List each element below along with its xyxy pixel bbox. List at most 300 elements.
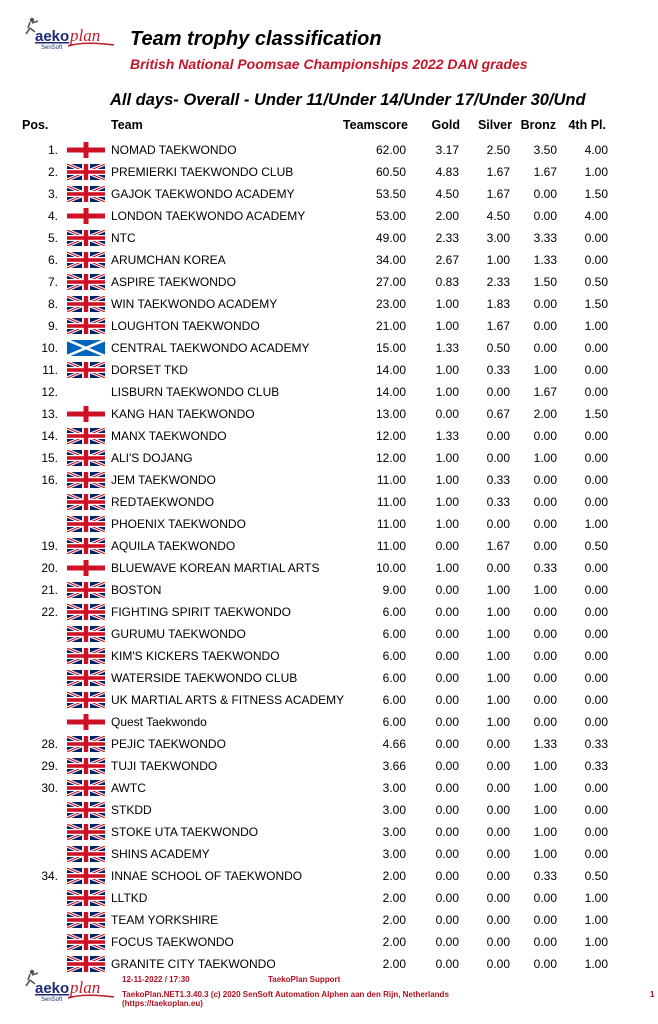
table-row [0,293,658,315]
uk-flag-icon [67,868,105,884]
bronz-cell: 0.00 [533,495,557,509]
team-name-cell: Quest Taekwondo [111,715,207,729]
bronz-cell: 1.67 [533,385,557,399]
silver-cell: 1.00 [486,649,510,663]
teamscore-cell: 6.00 [382,649,406,663]
fourth-place-cell: 0.00 [584,803,608,817]
table-row [0,249,658,271]
gold-cell: 1.00 [435,363,459,377]
gold-cell: 1.33 [435,341,459,355]
gold-cell: 0.00 [435,627,459,641]
fourth-place-cell: 0.00 [584,605,608,619]
bronz-cell: 1.00 [533,583,557,597]
team-name-cell: WATERSIDE TAEKWONDO CLUB [111,671,298,685]
fourth-place-cell: 1.00 [584,913,608,927]
teamscore-cell: 2.00 [382,891,406,905]
bronz-cell: 3.33 [533,231,557,245]
table-row [0,909,658,931]
position-cell: 5. [47,231,58,245]
bronz-cell: 3.50 [533,143,557,157]
gold-cell: 0.00 [435,847,459,861]
fourth-place-cell: 0.00 [584,715,608,729]
table-row [0,337,658,359]
silver-cell: 1.00 [486,583,510,597]
bronz-cell: 1.00 [533,847,557,861]
teamscore-cell: 23.00 [375,297,406,311]
teamscore-cell: 12.00 [375,451,406,465]
silver-cell: 1.00 [486,627,510,641]
gold-cell: 0.00 [435,539,459,553]
silver-cell: 3.00 [486,231,510,245]
uk-flag-icon [67,362,105,378]
col-header-4th: 4th Pl. [568,118,606,132]
uk-flag-icon [67,582,105,598]
silver-cell: 0.00 [486,913,510,927]
silver-cell: 1.83 [486,297,510,311]
table-row [0,711,658,733]
team-name-cell: TEAM YORKSHIRE [111,913,219,927]
uk-flag-icon [67,230,105,246]
team-name-cell: REDTAEKWONDO [111,495,215,509]
gold-cell: 0.00 [435,913,459,927]
bronz-cell: 0.00 [533,341,557,355]
gold-cell: 1.00 [435,473,459,487]
bronz-cell: 0.00 [533,319,557,333]
table-row [0,469,658,491]
fourth-place-cell: 0.50 [584,869,608,883]
table-row [0,205,658,227]
bronz-cell: 1.67 [533,165,557,179]
table-row [0,359,658,381]
silver-cell: 1.67 [486,187,510,201]
bronz-cell: 0.00 [533,187,557,201]
silver-cell: 0.00 [486,759,510,773]
england-flag-icon [67,714,105,730]
bronz-cell: 0.00 [533,715,557,729]
footer-support: TaekoPlan Support [268,975,341,984]
position-cell: 15. [41,451,58,465]
fourth-place-cell: 1.00 [584,957,608,971]
table-row [0,799,658,821]
position-cell: 8. [47,297,58,311]
gold-cell: 4.83 [435,165,459,179]
position-cell: 20. [41,561,58,575]
teamscore-cell: 4.66 [382,737,406,751]
table-row [0,931,658,953]
silver-cell: 0.00 [486,803,510,817]
england-flag-icon [67,142,105,158]
table-row [0,513,658,535]
silver-cell: 1.00 [486,253,510,267]
table-row [0,447,658,469]
position-cell: 9. [47,319,58,333]
fourth-place-cell: 0.33 [584,759,608,773]
bronz-cell: 0.00 [533,605,557,619]
uk-flag-icon [67,824,105,840]
bronz-cell: 1.00 [533,451,557,465]
uk-flag-icon [67,670,105,686]
team-name-cell: GRANITE CITY TAEKWONDO [111,957,276,971]
gold-cell: 1.33 [435,429,459,443]
uk-flag-icon [67,274,105,290]
teamscore-cell: 2.00 [382,957,406,971]
uk-flag-icon [67,758,105,774]
bronz-cell: 1.50 [533,275,557,289]
table-row [0,491,658,513]
silver-cell: 0.33 [486,473,510,487]
gold-cell: 0.00 [435,583,459,597]
fourth-place-cell: 0.50 [584,539,608,553]
silver-cell: 0.00 [486,517,510,531]
fourth-place-cell: 0.50 [584,275,608,289]
silver-cell: 1.00 [486,671,510,685]
teamscore-cell: 11.00 [376,539,406,553]
table-row [0,315,658,337]
table-row [0,843,658,865]
teamscore-cell: 6.00 [382,605,406,619]
gold-cell: 0.83 [435,275,459,289]
footer-url: (https://taekoplan.eu) [122,999,203,1008]
team-name-cell: BOSTON [111,583,162,597]
gold-cell: 2.67 [435,253,459,267]
silver-cell: 0.00 [486,737,510,751]
table-row [0,425,658,447]
position-cell: 16. [41,473,58,487]
position-cell: 14. [41,429,58,443]
position-cell: 28. [41,737,58,751]
fourth-place-cell: 1.50 [584,297,608,311]
uk-flag-icon [67,692,105,708]
position-cell: 22. [41,605,58,619]
uk-flag-icon [67,164,105,180]
teamscore-cell: 9.00 [382,583,406,597]
uk-flag-icon [67,428,105,444]
bronz-cell: 1.00 [533,825,557,839]
bronz-cell: 1.00 [533,781,557,795]
uk-flag-icon [67,538,105,554]
gold-cell: 1.00 [435,451,459,465]
team-name-cell: ASPIRE TAEKWONDO [111,275,236,289]
team-name-cell: STOKE UTA TAEKWONDO [111,825,259,839]
silver-cell: 0.33 [486,495,510,509]
table-row [0,601,658,623]
gold-cell: 2.00 [435,209,459,223]
gold-cell: 0.00 [435,781,459,795]
team-name-cell: LONDON TAEKWONDO ACADEMY [111,209,306,223]
gold-cell: 0.00 [435,715,459,729]
fourth-place-cell: 0.00 [584,693,608,707]
bronz-cell: 1.00 [533,363,557,377]
team-name-cell: KIM'S KICKERS TAEKWONDO [111,649,280,663]
fourth-place-cell: 0.00 [584,561,608,575]
team-name-cell: NOMAD TAEKWONDO [111,143,237,157]
fourth-place-cell: 4.00 [584,209,608,223]
svg-text:SenSoft: SenSoft [41,45,63,51]
uk-flag-icon [67,626,105,642]
silver-cell: 1.00 [486,715,510,729]
team-name-cell: TUJI TAEKWONDO [111,759,218,773]
fourth-place-cell: 0.00 [584,231,608,245]
teamscore-cell: 3.00 [382,803,406,817]
col-header-bronz: Bronz [520,118,556,132]
footer-copyright: TaekoPlan.NET1.3.40.3 (c) 2020 SenSoft Automation Alphen aan den Rijn, Netherlands [122,990,449,999]
fourth-place-cell: 1.00 [584,517,608,531]
teamscore-cell: 6.00 [382,627,406,641]
team-name-cell: STKDD [111,803,152,817]
bronz-cell: 0.00 [533,517,557,531]
gold-cell: 0.00 [435,693,459,707]
bronz-cell: 0.00 [533,209,557,223]
svg-text:plan: plan [70,978,101,997]
silver-cell: 0.00 [486,781,510,795]
team-name-cell: GAJOK TAEKWONDO ACADEMY [111,187,295,201]
bronz-cell: 0.00 [533,539,557,553]
fourth-place-cell: 0.00 [584,429,608,443]
bronz-cell: 0.33 [533,561,557,575]
silver-cell: 0.00 [486,957,510,971]
team-name-cell: PHOENIX TAEKWONDO [111,517,246,531]
table-row [0,777,658,799]
table-row [0,271,658,293]
silver-cell: 2.33 [486,275,510,289]
taekoplan-logo [24,14,118,54]
gold-cell: 4.50 [435,187,459,201]
bronz-cell: 0.00 [533,429,557,443]
position-cell: 1. [47,143,58,157]
bronz-cell: 1.33 [533,253,557,267]
taekoplan-logo-footer [24,966,118,1006]
bronz-cell: 1.00 [533,759,557,773]
team-name-cell: MANX TAEKWONDO [111,429,227,443]
position-cell: 3. [47,187,58,201]
position-cell: 10. [41,341,58,355]
bronz-cell: 0.00 [533,649,557,663]
gold-cell: 0.00 [435,737,459,751]
uk-flag-icon [67,934,105,950]
teamscore-cell: 12.00 [375,429,406,443]
team-name-cell: GURUMU TAEKWONDO [111,627,246,641]
footer-page-number: 1 [650,990,655,999]
col-header-pos: Pos. [22,118,49,132]
silver-cell: 0.00 [486,847,510,861]
silver-cell: 2.50 [486,143,510,157]
team-name-cell: FOCUS TAEKWONDO [111,935,234,949]
teamscore-cell: 2.00 [382,869,406,883]
teamscore-cell: 53.00 [375,209,406,223]
teamscore-cell: 11.00 [376,473,406,487]
silver-cell: 1.67 [486,539,510,553]
bronz-cell: 0.33 [533,869,557,883]
teamscore-cell: 3.00 [382,825,406,839]
team-name-cell: ARUMCHAN KOREA [111,253,226,267]
teamscore-cell: 6.00 [382,671,406,685]
fourth-place-cell: 0.00 [584,363,608,377]
fourth-place-cell: 1.00 [584,891,608,905]
position-cell: 6. [47,253,58,267]
table-row [0,139,658,161]
team-name-cell: KANG HAN TAEKWONDO [111,407,255,421]
col-header-teamscore: Teamscore [342,118,408,132]
silver-cell: 4.50 [486,209,510,223]
team-name-cell: CENTRAL TAEKWONDO ACADEMY [111,341,310,355]
teamscore-cell: 6.00 [382,715,406,729]
bronz-cell: 0.00 [533,473,557,487]
team-name-cell: AWTC [111,781,146,795]
uk-flag-icon [67,912,105,928]
silver-cell: 0.00 [486,451,510,465]
fourth-place-cell: 0.33 [584,737,608,751]
team-name-cell: INNAE SCHOOL OF TAEKWONDO [111,869,303,883]
silver-cell: 0.50 [486,341,510,355]
fourth-place-cell: 0.00 [584,627,608,641]
table-row [0,755,658,777]
page-subtitle: British National Poomsae Championships 2022 DAN grades [130,56,528,72]
silver-cell: 1.00 [486,605,510,619]
gold-cell: 0.00 [435,671,459,685]
teamscore-cell: 21.00 [375,319,406,333]
table-row [0,381,658,403]
fourth-place-cell: 0.00 [584,473,608,487]
team-name-cell: ALI'S DOJANG [111,451,193,465]
silver-cell: 0.00 [486,429,510,443]
silver-cell: 0.00 [486,385,510,399]
silver-cell: 1.67 [486,165,510,179]
silver-cell: 0.00 [486,891,510,905]
bronz-cell: 0.00 [533,935,557,949]
page-title: Team trophy classification [130,28,382,50]
team-name-cell: BLUEWAVE KOREAN MARTIAL ARTS [111,561,320,575]
table-row [0,887,658,909]
bronz-cell: 0.00 [533,957,557,971]
team-name-cell: LISBURN TAEKWONDO CLUB [111,385,280,399]
teamscore-cell: 62.00 [375,143,406,157]
gold-cell: 0.00 [435,825,459,839]
silver-cell: 0.00 [486,825,510,839]
table-row [0,821,658,843]
bronz-cell: 0.00 [533,627,557,641]
uk-flag-icon [67,780,105,796]
fourth-place-cell: 0.00 [584,671,608,685]
teamscore-cell: 27.00 [375,275,406,289]
taekoplan-logo-mark [24,14,118,54]
table-row [0,161,658,183]
svg-text:aeko: aeko [35,980,70,997]
bronz-cell: 0.00 [533,891,557,905]
bronz-cell: 0.00 [533,671,557,685]
teamscore-cell: 14.00 [375,385,406,399]
team-name-cell: WIN TAEKWONDO ACADEMY [111,297,278,311]
gold-cell: 1.00 [435,495,459,509]
position-cell: 11. [42,363,58,377]
uk-flag-icon [67,186,105,202]
fourth-place-cell: 1.00 [584,319,608,333]
fourth-place-cell: 1.00 [584,935,608,949]
table-row [0,535,658,557]
silver-cell: 1.00 [486,693,510,707]
gold-cell: 0.00 [435,891,459,905]
fourth-place-cell: 0.00 [584,583,608,597]
team-name-cell: SHINS ACADEMY [111,847,210,861]
team-name-cell: NTC [111,231,136,245]
uk-flag-icon [67,450,105,466]
uk-flag-icon [67,252,105,268]
fourth-place-cell: 0.00 [584,847,608,861]
fourth-place-cell: 0.00 [584,825,608,839]
uk-flag-icon [67,318,105,334]
position-cell: 2. [47,165,58,179]
teamscore-cell: 49.00 [375,231,406,245]
silver-cell: 0.67 [486,407,510,421]
gold-cell: 2.33 [435,231,459,245]
gold-cell: 1.00 [435,517,459,531]
col-header-gold: Gold [431,118,460,132]
svg-text:SenSoft: SenSoft [41,997,63,1003]
uk-flag-icon [67,846,105,862]
table-row [0,227,658,249]
uk-flag-icon [67,472,105,488]
fourth-place-cell: 1.50 [584,187,608,201]
gold-cell: 1.00 [435,297,459,311]
teamscore-cell: 34.00 [375,253,406,267]
teamscore-cell: 10.00 [375,561,406,575]
uk-flag-icon [67,890,105,906]
bronz-cell: 1.00 [533,803,557,817]
taekoplan-logo-footer-mark [24,966,118,1006]
team-name-cell: DORSET TKD [111,363,188,377]
table-row [0,667,658,689]
silver-cell: 0.00 [486,869,510,883]
teamscore-cell: 3.00 [382,847,406,861]
fourth-place-cell: 0.00 [584,495,608,509]
position-cell: 34. [41,869,58,883]
team-name-cell: PREMIERKI TAEKWONDO CLUB [111,165,294,179]
gold-cell: 1.00 [435,385,459,399]
teamscore-cell: 11.00 [376,517,406,531]
table-row [0,865,658,887]
table-row [0,183,658,205]
silver-cell: 0.33 [486,363,510,377]
teamscore-cell: 2.00 [382,913,406,927]
gold-cell: 3.17 [435,143,459,157]
teamscore-cell: 15.00 [375,341,406,355]
gold-cell: 0.00 [435,803,459,817]
team-name-cell: FIGHTING SPIRIT TAEKWONDO [111,605,292,619]
fourth-place-cell: 1.00 [584,165,608,179]
team-name-cell: JEM TAEKWONDO [111,473,216,487]
fourth-place-cell: 0.00 [584,649,608,663]
team-name-cell: UK MARTIAL ARTS & FITNESS ACADEMY [111,693,345,707]
position-cell: 4. [47,209,58,223]
england-flag-icon [67,560,105,576]
fourth-place-cell: 0.00 [584,451,608,465]
england-flag-icon [67,208,105,224]
uk-flag-icon [67,296,105,312]
table-row [0,403,658,425]
team-name-cell: LLTKD [111,891,148,905]
position-cell: 29. [41,759,58,773]
teamscore-cell: 14.00 [375,363,406,377]
england-flag-icon [67,406,105,422]
table-row [0,733,658,755]
gold-cell: 0.00 [435,957,459,971]
gold-cell: 1.00 [435,319,459,333]
teamscore-cell: 11.00 [376,495,406,509]
scotland-flag-icon [67,340,105,356]
fourth-place-cell: 0.00 [584,781,608,795]
bronz-cell: 0.00 [533,693,557,707]
uk-flag-icon [67,494,105,510]
section-heading: All days- Overall - Under 11/Under 14/Under 17/Under 30/Und [110,91,586,109]
